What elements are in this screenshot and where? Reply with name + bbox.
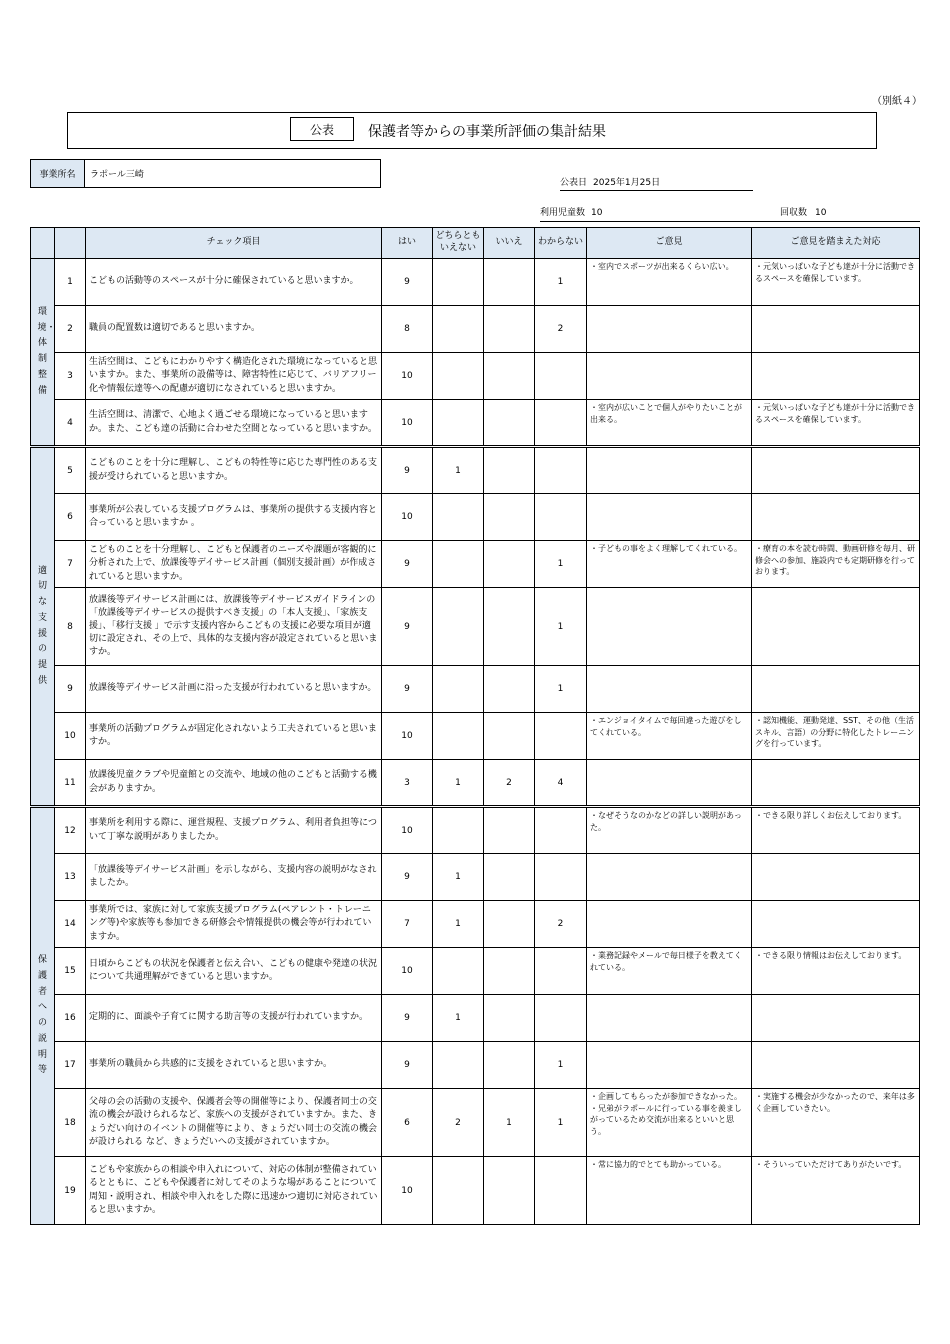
public-tag: 公表 — [290, 117, 354, 141]
count-neither — [433, 666, 484, 713]
attachment-label: （別紙４） — [872, 96, 922, 107]
item-number: 4 — [55, 400, 86, 447]
count-neither — [433, 1157, 484, 1225]
category-label — [31, 259, 55, 447]
count-no — [484, 588, 535, 666]
header-unknown: わからない — [535, 228, 587, 259]
office-label: 事業所名 — [31, 160, 85, 187]
response-cell: ・実施する機会が少なかったので、来年は多く企画していきたい。 — [752, 1089, 920, 1157]
header-neither-line1: どちらとも — [435, 231, 481, 242]
table-row — [31, 541, 920, 588]
publication-date-value: 2025年1月25日 — [593, 178, 661, 188]
count-yes: 9 — [382, 666, 433, 713]
table-body — [31, 259, 920, 1225]
count-unknown: 2 — [535, 306, 587, 353]
count-no — [484, 854, 535, 901]
count-unknown — [535, 400, 587, 447]
opinion-cell: ・なぜそうなのかなどの詳しい説明があった。 — [587, 807, 752, 854]
count-unknown — [535, 807, 587, 854]
count-no: 2 — [484, 760, 535, 807]
count-no — [484, 494, 535, 541]
count-unknown: 1 — [535, 1089, 587, 1157]
response-cell — [752, 588, 920, 666]
user-count-value: 10 — [591, 208, 603, 218]
check-item: こどもの活動等のスペースが十分に確保されていると思いますか。 — [86, 259, 382, 306]
opinion-cell: ・常に協力的でとても助かっている。 — [587, 1157, 752, 1225]
count-unknown — [535, 995, 587, 1042]
check-item: 生活空間は、こどもにわかりやすく構造化された環境になっていると思いますか。また、事業所の設備等は、障害特性に応じて、バリアフリー化や情報伝達等への配慮が適切になされていると思いますか。 — [86, 353, 382, 400]
header-response: ご意見を踏まえた対応 — [752, 228, 920, 259]
count-no — [484, 713, 535, 760]
count-yes: 9 — [382, 995, 433, 1042]
count-yes: 3 — [382, 760, 433, 807]
opinion-cell: ・業務記録やメールで毎日様子を教えてくれている。 — [587, 948, 752, 995]
table-row — [31, 1089, 920, 1157]
count-no — [484, 541, 535, 588]
count-neither — [433, 541, 484, 588]
count-unknown — [535, 948, 587, 995]
count-yes: 7 — [382, 901, 433, 948]
count-neither — [433, 807, 484, 854]
item-number: 19 — [55, 1157, 86, 1225]
item-number: 6 — [55, 494, 86, 541]
page-title: 保護者等からの事業所評価の集計結果 — [368, 124, 606, 140]
table-row — [31, 494, 920, 541]
user-count — [540, 205, 780, 222]
check-item: こどものことを十分に理解し、こどもの特性等に応じた専門性のある支援が受けられていると思いますか。 — [86, 447, 382, 494]
publication-date — [560, 175, 753, 191]
response-cell: ・できる限り詳しくお伝えしております。 — [752, 807, 920, 854]
opinion-cell: ・室内でスポーツが出来るくらい広い。 — [587, 259, 752, 306]
opinion-cell — [587, 494, 752, 541]
count-unknown: 1 — [535, 588, 587, 666]
count-yes: 10 — [382, 948, 433, 995]
header-neither — [433, 228, 484, 259]
count-unknown — [535, 494, 587, 541]
check-item: 生活空間は、清潔で、心地よく過ごせる環境になっていると思いますか。また、こども達の活動に合わせた空間となっていると思いますか。 — [86, 400, 382, 447]
table-row — [31, 713, 920, 760]
count-unknown — [535, 713, 587, 760]
opinion-cell — [587, 306, 752, 353]
response-cell — [752, 760, 920, 807]
item-number: 17 — [55, 1042, 86, 1089]
count-no: 1 — [484, 1089, 535, 1157]
header-check-item: チェック項目 — [86, 228, 382, 259]
opinion-cell: ・子どもの事をよく理解してくれている。 — [587, 541, 752, 588]
check-item: 「放課後等デイサービス計画」を示しながら、支援内容の説明がなされましたか。 — [86, 854, 382, 901]
count-neither — [433, 494, 484, 541]
table-row — [31, 588, 920, 666]
count-no — [484, 948, 535, 995]
count-yes: 10 — [382, 1157, 433, 1225]
count-yes: 10 — [382, 353, 433, 400]
count-no — [484, 400, 535, 447]
count-unknown: 1 — [535, 259, 587, 306]
opinion-cell — [587, 588, 752, 666]
count-neither — [433, 713, 484, 760]
opinion-cell: ・企画してもらったが参加できなかった。 ・兄弟がラポールに行っている事を羨ましがっているため交流が出来るといいと思う。 — [587, 1089, 752, 1157]
opinion-cell — [587, 666, 752, 713]
opinion-cell — [587, 995, 752, 1042]
check-item: 放課後等デイサービス計画に沿った支援が行われていると思いますか。 — [86, 666, 382, 713]
check-item: 日頃からこどもの状況を保護者と伝え合い、こどもの健康や発達の状況について共通理解ができていると思いますか。 — [86, 948, 382, 995]
check-item: こどもや家族からの相談や申入れについて、対応の体制が整備されているとともに、こどもや保護者に対してそのような場があることについて周知・説明され、相談や申入れをした際に迅速かつ適切に対応されていると思いますか。 — [86, 1157, 382, 1225]
office-box — [30, 159, 381, 188]
response-cell: ・元気いっぱいな子ども達が十分に活動できるスペースを確保しています。 — [752, 259, 920, 306]
check-item: 定期的に、面談や子育てに関する助言等の支援が行われていますか。 — [86, 995, 382, 1042]
category-label — [31, 807, 55, 1225]
count-neither — [433, 306, 484, 353]
count-no — [484, 447, 535, 494]
table-header-row — [31, 228, 920, 259]
count-no — [484, 807, 535, 854]
office-name: ラポール三崎 — [90, 170, 144, 180]
count-yes: 9 — [382, 588, 433, 666]
count-no — [484, 353, 535, 400]
table-row — [31, 948, 920, 995]
header-yes: はい — [382, 228, 433, 259]
response-count — [780, 205, 920, 222]
response-cell — [752, 995, 920, 1042]
opinion-cell: ・エンジョイタイムで毎回違った遊びをしてくれている。 — [587, 713, 752, 760]
count-unknown — [535, 854, 587, 901]
user-count-label: 利用児童数 — [540, 208, 586, 218]
opinion-cell — [587, 353, 752, 400]
response-cell — [752, 306, 920, 353]
count-no — [484, 1042, 535, 1089]
check-item: 父母の会の活動の支援や、保護者会等の開催等により、保護者同士の交流の機会が設けられるなど、家族への支援がされていますか。また、きょうだい向けのイベントの開催等により、きょうだい同士の交流の機会が設けられる など、きょうだいへの支援がされていますか。 — [86, 1089, 382, 1157]
header-no: いいえ — [484, 228, 535, 259]
item-number: 5 — [55, 447, 86, 494]
table-row — [31, 1157, 920, 1225]
category-text: 環境・体制整備 — [37, 306, 56, 396]
check-item: 事業所の職員から共感的に支援をされていると思いますか。 — [86, 1042, 382, 1089]
response-cell — [752, 666, 920, 713]
category-label — [31, 447, 55, 807]
count-neither: 1 — [433, 760, 484, 807]
category-text: 保護者への説明等 — [37, 955, 47, 1076]
count-neither — [433, 400, 484, 447]
count-neither — [433, 1042, 484, 1089]
table-row — [31, 306, 920, 353]
item-number: 13 — [55, 854, 86, 901]
count-no — [484, 995, 535, 1042]
item-number: 3 — [55, 353, 86, 400]
survey-table — [30, 227, 920, 1225]
count-yes: 9 — [382, 447, 433, 494]
response-cell — [752, 353, 920, 400]
table-row — [31, 353, 920, 400]
response-cell — [752, 494, 920, 541]
table-row — [31, 666, 920, 713]
item-number: 9 — [55, 666, 86, 713]
check-item: 職員の配置数は適切であると思いますか。 — [86, 306, 382, 353]
response-cell: ・そういっていただけてありがたいです。 — [752, 1157, 920, 1225]
table-row — [31, 1042, 920, 1089]
check-item: 事業所が公表している支援プログラムは、事業所の提供する支援内容と合っていると思いますか 。 — [86, 494, 382, 541]
table-row — [31, 400, 920, 447]
count-unknown — [535, 353, 587, 400]
count-yes: 9 — [382, 259, 433, 306]
item-number: 12 — [55, 807, 86, 854]
response-cell — [752, 447, 920, 494]
count-neither — [433, 353, 484, 400]
count-neither: 1 — [433, 854, 484, 901]
opinion-cell — [587, 1042, 752, 1089]
table-row — [31, 259, 920, 306]
check-item: 事業所の活動プログラムが固定化されないよう工夫されていると思いますか。 — [86, 713, 382, 760]
count-yes: 10 — [382, 494, 433, 541]
count-neither: 2 — [433, 1089, 484, 1157]
count-yes: 9 — [382, 854, 433, 901]
count-yes: 10 — [382, 400, 433, 447]
count-no — [484, 259, 535, 306]
count-yes: 9 — [382, 541, 433, 588]
count-neither — [433, 588, 484, 666]
item-number: 2 — [55, 306, 86, 353]
table-row — [31, 854, 920, 901]
response-cell: ・認知機能、運動発達、SST、その他（生活スキル、言語）の分野に特化したトレーニングを行っています。 — [752, 713, 920, 760]
header-opinion: ご意見 — [587, 228, 752, 259]
item-number: 16 — [55, 995, 86, 1042]
count-unknown: 1 — [535, 541, 587, 588]
table-row — [31, 901, 920, 948]
response-cell — [752, 854, 920, 901]
count-yes: 6 — [382, 1089, 433, 1157]
count-unknown: 1 — [535, 1042, 587, 1089]
item-number: 1 — [55, 259, 86, 306]
count-neither: 1 — [433, 447, 484, 494]
count-no — [484, 1157, 535, 1225]
item-number: 10 — [55, 713, 86, 760]
count-unknown: 1 — [535, 666, 587, 713]
response-count-label: 回収数 — [780, 208, 808, 218]
count-no — [484, 306, 535, 353]
opinion-cell — [587, 760, 752, 807]
count-neither — [433, 259, 484, 306]
opinion-cell — [587, 901, 752, 948]
response-cell: ・元気いっぱいな子ども達が十分に活動できるスペースを確保しています。 — [752, 400, 920, 447]
count-yes: 10 — [382, 807, 433, 854]
category-text: 適切な支援の提供 — [37, 565, 47, 686]
table-row — [31, 447, 920, 494]
count-neither — [433, 948, 484, 995]
opinion-cell: ・室内が広いことで個人がやりたいことが出来る。 — [587, 400, 752, 447]
header-neither-line2: いえない — [439, 243, 476, 253]
header-number — [55, 228, 86, 259]
count-yes: 8 — [382, 306, 433, 353]
count-no — [484, 666, 535, 713]
item-number: 15 — [55, 948, 86, 995]
count-unknown: 2 — [535, 901, 587, 948]
table-row — [31, 760, 920, 807]
response-cell: ・できる限り情報はお伝えしております。 — [752, 948, 920, 995]
count-unknown — [535, 447, 587, 494]
table-row — [31, 807, 920, 854]
count-yes: 9 — [382, 1042, 433, 1089]
check-item: 放課後等デイサービス計画には、放課後等デイサービスガイドラインの「放課後等デイサービスの提供すべき支援」の「本人支援」、「家族支援」、「移行支援 」で示す支援内容からこどもの支援に必要な項目が適切に設定され、その上で、具体的な支援内容が設定されていると思いますか。 — [86, 588, 382, 666]
response-cell — [752, 901, 920, 948]
count-yes: 10 — [382, 713, 433, 760]
item-number: 11 — [55, 760, 86, 807]
check-item: こどものことを十分理解し、こどもと保護者のニーズや課題が客観的に分析された上で、放課後等デイサービス計画（個別支援計画）が作成されていると思いますか。 — [86, 541, 382, 588]
count-neither: 1 — [433, 995, 484, 1042]
response-cell — [752, 1042, 920, 1089]
count-neither: 1 — [433, 901, 484, 948]
header-category — [31, 228, 55, 259]
item-number: 18 — [55, 1089, 86, 1157]
table-row — [31, 995, 920, 1042]
publication-date-label: 公表日 — [560, 178, 588, 188]
item-number: 14 — [55, 901, 86, 948]
count-no — [484, 901, 535, 948]
opinion-cell — [587, 854, 752, 901]
check-item: 事業所を利用する際に、運営規程、支援プログラム、利用者負担等について丁寧な説明がありましたか。 — [86, 807, 382, 854]
item-number: 7 — [55, 541, 86, 588]
opinion-cell — [587, 447, 752, 494]
check-item: 事業所では、家族に対して家族支援プログラム(ペアレント・トレーニング等)や家族等も参加できる研修会や情報提供の機会等が行われていますか。 — [86, 901, 382, 948]
item-number: 8 — [55, 588, 86, 666]
count-unknown: 4 — [535, 760, 587, 807]
count-unknown — [535, 1157, 587, 1225]
response-count-value: 10 — [815, 208, 827, 218]
response-cell: ・療育の本を読む時間、動画研修を毎月、研修会への参加、施設内でも定期研修を行っております。 — [752, 541, 920, 588]
check-item: 放課後児童クラブや児童館との交流や、地域の他のこどもと活動する機会がありますか。 — [86, 760, 382, 807]
